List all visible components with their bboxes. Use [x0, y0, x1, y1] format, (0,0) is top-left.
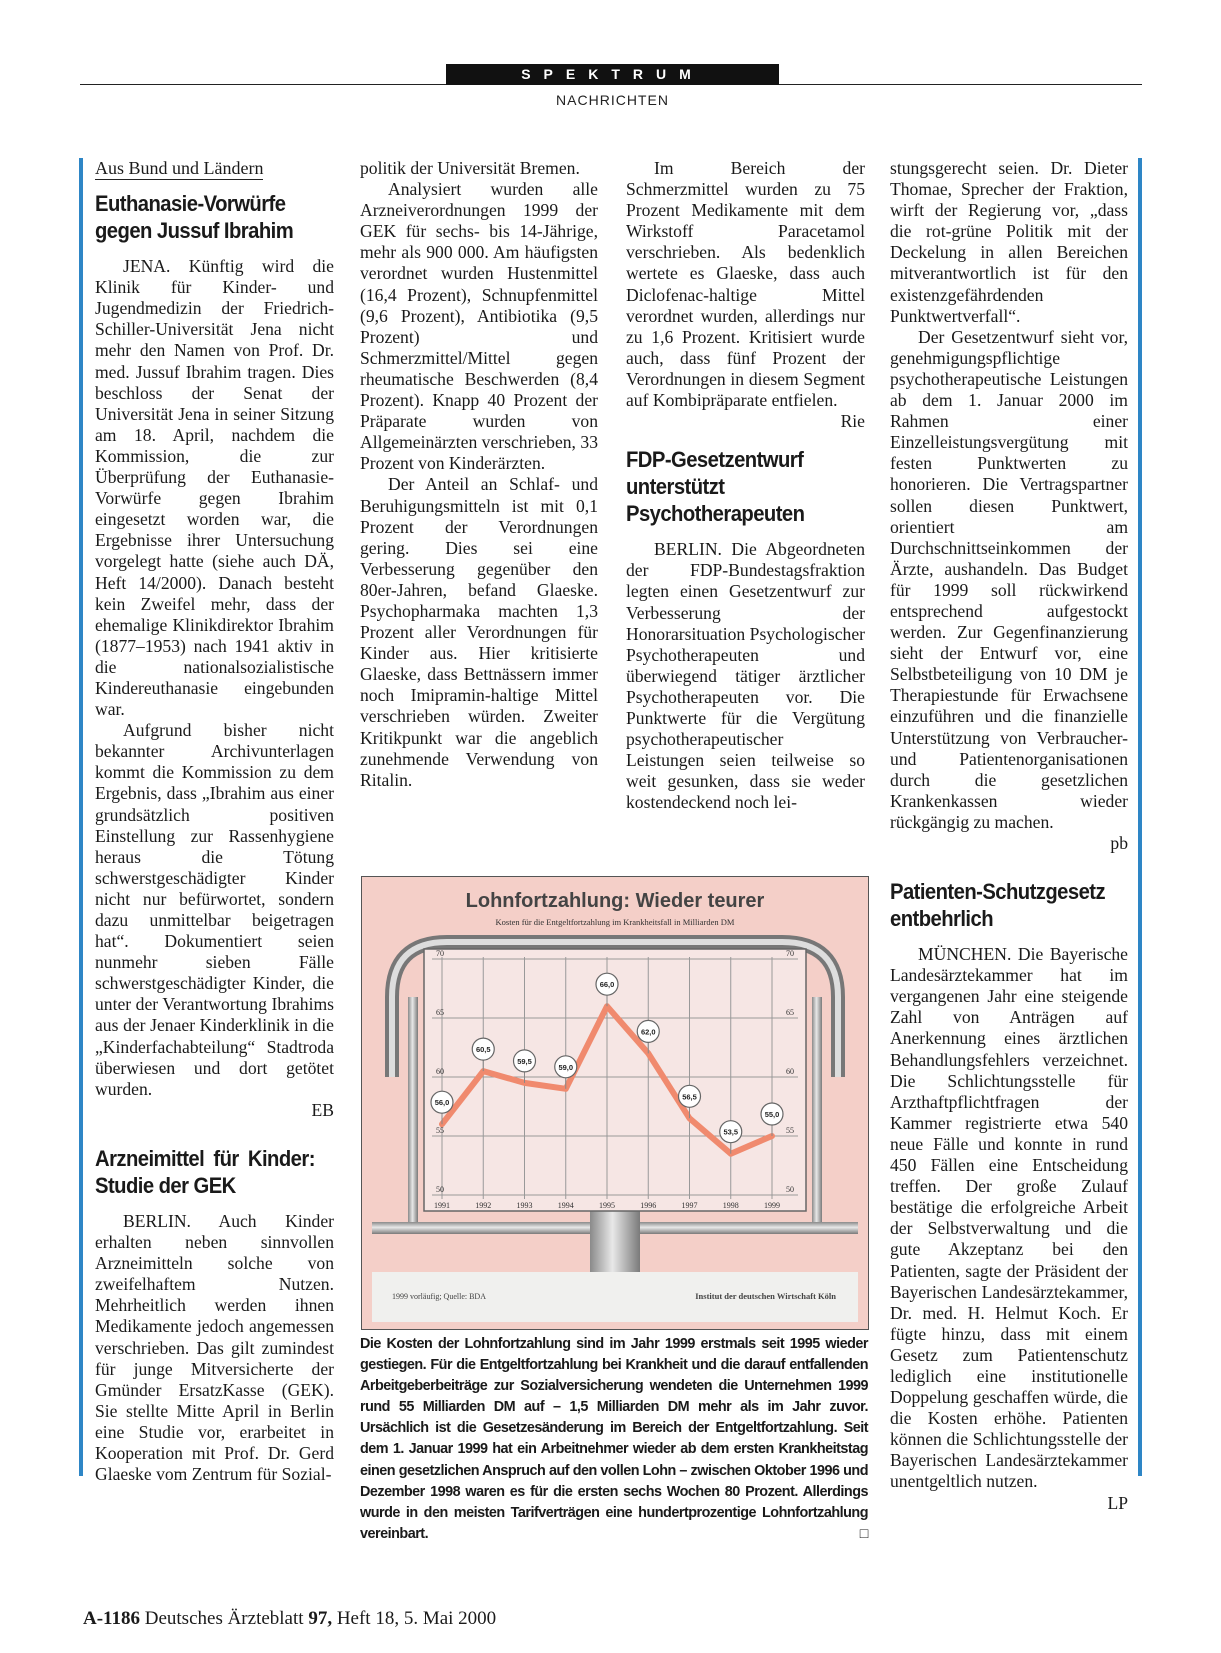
headline-patienten: Patienten-Schutzgesetz entbehrlich	[890, 879, 1106, 932]
chart-caption	[360, 1334, 868, 1545]
x-tick-label: 1992	[475, 1201, 492, 1210]
author-signature: pb	[1110, 833, 1128, 853]
data-value-label: 56,0	[434, 1098, 450, 1108]
page-number: A-1186	[83, 1608, 140, 1629]
author-signature: EB	[311, 1099, 334, 1120]
right-accent-bar	[1138, 158, 1142, 1476]
end-mark: □	[859, 1525, 868, 1542]
x-tick-label: 1995	[599, 1201, 615, 1210]
issue-info: Heft 18, 5. Mai 2000	[336, 1608, 497, 1629]
line-chart	[362, 877, 868, 1329]
paragraph: Der Anteil an Schlaf- und Beruhigungsmitteln ist mit 0,1 Prozent der Verordnungen gering. Dies sei eine Verbesserung gegenüber den 80er-Jahren, befand Glaeske. Psychopharmaka machten 1,3 Prozent aller Verordnungen für Kinder aus. Hier kritisierte Glaeske, dass Bettnässern immer noch Imipramin-haltige Mittel verschrieben würden. Zweiter Kritikpunkt war die angeblich zunehmende Verwendung von Ritalin.	[360, 474, 598, 790]
data-value-label: 62,0	[640, 1027, 656, 1037]
headline-euthanasie: Euthanasie-Vorwürfe gegen Jussuf Ibrahim	[95, 191, 294, 244]
chart-publisher-note: Institut der deutschen Wirtschaft Köln	[695, 1291, 836, 1301]
journal-name: Deutsches Ärzteblatt	[144, 1608, 304, 1629]
volume-number: 97,	[308, 1608, 333, 1629]
rubric-kicker: Aus Bund und Ländern	[95, 158, 263, 180]
x-tick-label: 1994	[557, 1201, 574, 1210]
x-tick-label: 1997	[681, 1201, 698, 1210]
x-tick-label: 1991	[434, 1201, 450, 1210]
x-tick-label: 1996	[640, 1201, 657, 1210]
y-tick-label-right: 50	[786, 1185, 794, 1194]
y-tick-label-right: 70	[786, 949, 794, 958]
y-tick-label-left: 65	[436, 1008, 444, 1017]
data-value-label: 56,5	[682, 1092, 697, 1102]
chart-subtitle: Kosten für die Entgeltfortzahlung im Krankheitsfall in Milliarden DM	[495, 917, 735, 927]
paragraph: stungsgerecht seien. Dr. Dieter Thomae, Sprecher der Fraktion, wirft der Regierung vor, „dass die rot-grüne Politik mit der Deckelung in allen Bereichen mitverantwortlich ist für den existenzgefährdenden Punktwertverfall“.	[890, 158, 1128, 326]
column-2	[360, 158, 598, 791]
data-value-label: 59,5	[517, 1056, 532, 1066]
x-tick-label: 1999	[764, 1201, 780, 1210]
y-tick-label-left: 70	[436, 949, 444, 958]
x-tick-label: 1993	[516, 1201, 533, 1210]
y-tick-label-right: 55	[786, 1126, 794, 1135]
column-1	[95, 158, 334, 1485]
chart-figure	[361, 876, 869, 1330]
caption-text: Die Kosten der Lohnfortzahlung sind im Jahr 1999 erstmals seit 1995 wieder gestiegen. Für die Entgeltfortzahlung bei Krankheit und die darauf entfallenden Arbeitgeberbeiträge zur Sozialversicherung wendeten die Unternehmen 1999 rund 55 Milliarden DM auf – 1,5 Milliarden DM mehr als im Jahr zuvor. Ursächlich ist die Gesetzesänderung im Bereich der Entgeltfortzahlung. Seit dem 1. Januar 1999 hat ein Arbeitnehmer wieder ab dem ersten Krankheitstag einen gesetzlichen Anspruch auf den vollen Lohn – zwischen Oktober 1996 und Dezember 1998 waren es für die ersten sechs Wochen 80 Prozent. Allerdings wurde in den meisten Tarifverträgen eine hundertprozentige Lohnfortzahlung vereinbart.	[360, 1336, 868, 1542]
headline-arzneimittel: Arzneimittel für Kinder: Studie der GEK	[95, 1145, 315, 1198]
y-tick-label-right: 60	[786, 1067, 794, 1076]
paragraph: Analysiert wurden alle Arzneiverordnungen 1999 der GEK für sechs- bis 14-Jährige, mehr als 900 000. Am häufigsten verordnet wurden Hustenmittel (16,4 Prozent), Schnupfenmittel (9,6 Prozent), Antibiotika (9,5 Prozent) und Schmerzmittel/Mittel gegen rheumatische Beschwerden (8,4 Prozent). Knapp 40 Prozent der Präparate wurden von Allgemeinärzten verschrieben, 33 Prozent von Kinderärzten.	[360, 179, 598, 474]
paragraph: politik der Universität Bremen.	[360, 158, 580, 178]
paragraph: BERLIN. Auch Kinder erhalten neben sinnvollen Arzneimitteln solche von zweifelhaftem Nutzen. Mehrheitlich werden ihnen Medikamente jedoch angemessen verschrieben. Das gilt zumindest für junge Mitversicherte der Gmünder ErsatzKasse (GEK). Sie stellte Mitte April in Berlin eine Studie vor, erarbeitet in Kooperation mit Prof. Dr. Gerd Glaeske vom Zentrum für Sozial-	[95, 1210, 334, 1485]
chart-source-note: 1999 vorläufig; Quelle: BDA	[392, 1292, 486, 1301]
paragraph: MÜNCHEN. Die Bayerische Landesärztekammer hat im vergangenen Jahr eine steigende Zahl von Anträgen auf Anerkennung eines ärztlichen Behandlungsfehlers verzeichnet. Die Schlichtungsstelle für Arzthaftpflichtfragen der Kammer registrierte etwa 540 neue Fälle und konnte in rund 450 Fällen eine Entscheidung treffen. Der große Zulauf bestätige die erfolgreiche Arbeit der Selbstverwaltung und die gute Akzeptanz bei den Patienten, sagte der Präsident der Bayerischen Landesärztekammer, Dr. med. H. Helmut Koch. Er fügte hinzu, dass mit einem Gesetz zum Patientenschutz lediglich eine institutionelle Doppelung geschaffen würde, die die Kosten erhöhe. Patienten können die Schlichtungsstelle der Bayerischen Landesärztekammer unentgeltlich nutzen.	[890, 944, 1128, 1492]
left-accent-bar	[79, 158, 83, 1476]
x-tick-label: 1998	[722, 1201, 739, 1210]
data-value-label: 59,0	[558, 1062, 574, 1072]
paragraph: Der Gesetzentwurf sieht vor, genehmigungspflichtige psychotherapeutische Leistungen ab dem 1. Januar 2000 im Rahmen einer Einzelleistungsvergütung mit festen Punktwerten zu honorieren. Die Vertragspartner sollen diesen Punktwert, orientiert am Durchschnittseinkommen der Ärzte, aushandeln. Das Budget für 1999 soll rückwirkend entsprechend aufgestockt werden. Zur Gegenfinanzierung sieht der Entwurf vor, eine Selbstbeteiligung von 10 DM je Therapiestunde für Erwachsene einzuführen und die finanzielle Unterstützung von Verbraucher- und Patientenorganisationen durch die gesetzlichen Krankenkassen wieder rückgängig zu machen.	[890, 326, 1128, 832]
author-signature: Rie	[840, 411, 865, 432]
paragraph: BERLIN. Die Abgeordneten der FDP-Bundestagsfraktion legten einen Gesetzentwurf zur Verbesserung der Honorarsituation Psychologischer Psychotherapeuten und überwiegend tätiger ärztlicher Psychotherapeuten vor. Die Punktwerte für die Vergütung psychotherapeutischer Leistungen seien teilweise so weit gesunken, dass sie weder kostendeckend noch lei-	[626, 539, 865, 813]
chart-title: Lohnfortzahlung: Wieder teurer	[465, 890, 765, 912]
y-tick-label-left: 55	[436, 1126, 444, 1135]
y-tick-label-left: 50	[436, 1185, 444, 1194]
data-value-label: 60,5	[475, 1045, 491, 1055]
page-footer	[83, 1608, 496, 1630]
x-axis-ticks	[434, 1201, 780, 1210]
data-value-label: 66,0	[599, 980, 615, 990]
data-value-label: 55,0	[764, 1110, 780, 1119]
column-4	[890, 158, 1128, 1514]
y-tick-label-left: 60	[436, 1067, 444, 1076]
section-banner: SPEKTRUM	[446, 64, 779, 85]
column-3	[626, 158, 865, 813]
paragraph: Im Bereich der Schmerzmittel wurden zu 75 Prozent Medikamente mit dem Wirkstoff Paracetamol verschrieben. Als bedenklich wertete es Glaeske, dass auch Diclofenac-haltige Mittel verordnet wurden, allerdings nur zu 1,6 Prozent. Kritisiert wurde auch, dass fünf Prozent der Verordnungen in diesem Segment auf Kombipräparate entfielen.	[626, 158, 865, 411]
data-value-label: 53,5	[723, 1127, 739, 1137]
paragraph: Aufgrund bisher nicht bekannter Archivunterlagen kommt die Kommission zu dem Ergebnis, dass „Ibrahim aus einer grundsätzlich positiven Einstellung zur Rassenhygiene heraus die Tötung schwerstgeschädigter Kinder nicht nur befürwortet, sondern dazu unmittelbar beigetragen hat“. Dokumentiert seien nunmehr sieben Fälle schwerstgeschädigter Kinder, die unter der Verantwortung Ibrahims aus der Jenaer Kinderklinik in die „Kinderfachabteilung“ Stadtroda überwiesen und dort getötet wurden.	[95, 720, 334, 1099]
author-signature: LP	[1107, 1492, 1128, 1513]
headline-fdp: FDP-Gesetzentwurf unterstützt Psychotherapeuten	[626, 447, 805, 527]
y-tick-label-right: 65	[786, 1008, 794, 1017]
paragraph: JENA. Künftig wird die Klinik für Kinder- und Jugendmedizin der Friedrich-Schiller-Universität Jena nicht mehr den Namen von Prof. Dr. med. Jussuf Ibrahim tragen. Dies beschloss der Senat der Universität Jena in seiner Sitzung am 18. April, nachdem die Kommission, die zur Überprüfung der Euthanasie-Vorwürfe gegen Ibrahim eingesetzt worden war, die Ergebnisse ihrer Untersuchung vorgelegt hatte (siehe auch DÄ, Heft 14/2000). Danach besteht kein Zweifel mehr, dass der ehemalige Klinikdirektor Ibrahim (1877–1953) nach 1941 aktiv in die nationalsozialistische Kindereuthanasie eingebunden war.	[95, 256, 334, 720]
subsection-label: NACHRICHTEN	[556, 92, 669, 108]
